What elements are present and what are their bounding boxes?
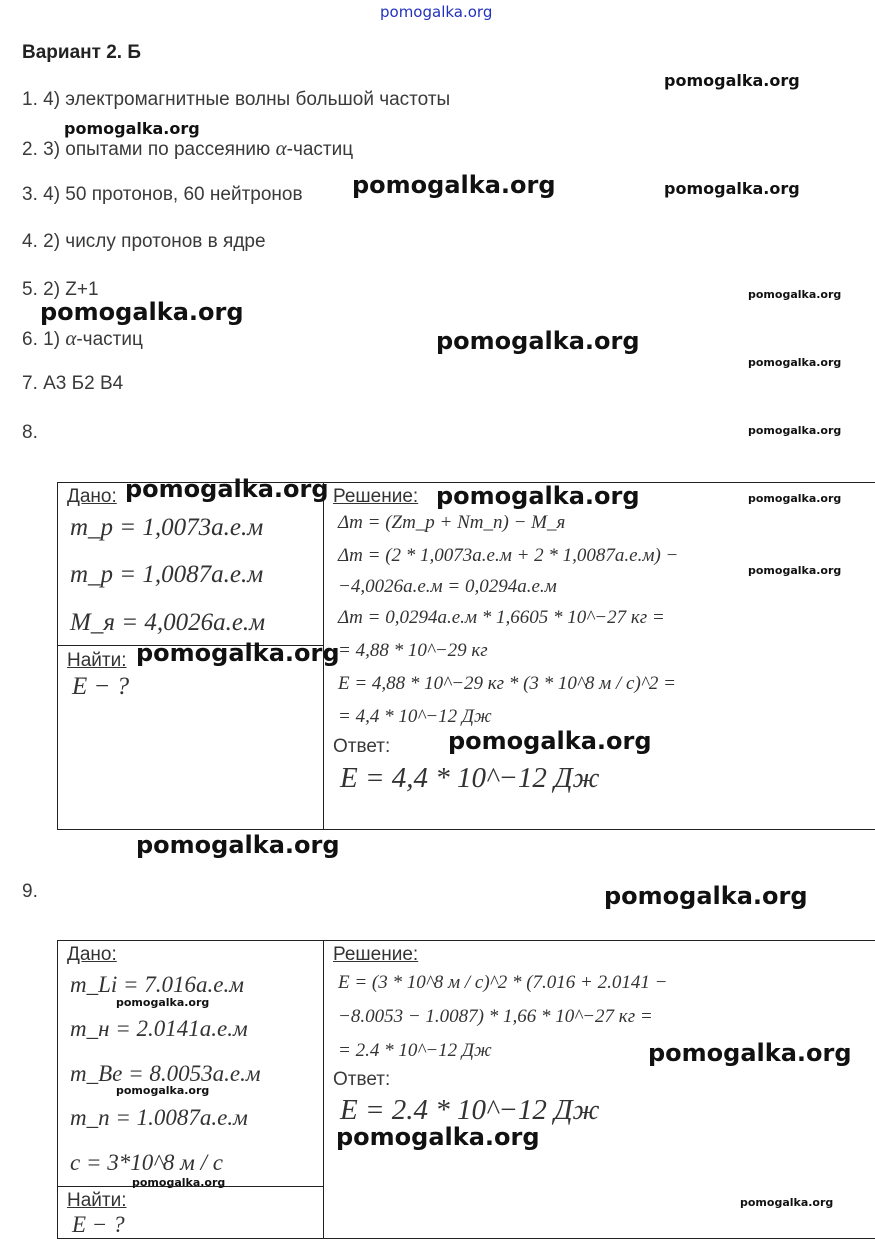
page-title: Вариант 2. Б [22,42,141,63]
find-value: E − ? [72,1212,125,1237]
find-label: Найти: [67,650,127,671]
solution-line: Δm = (Zm_p + Nm_n) − M_я [338,512,566,533]
given-value: c = 3*10^8 м / с [70,1150,223,1175]
watermark: pomogalka.org [436,327,640,355]
watermark: pomogalka.org [136,639,340,667]
watermark: pomogalka.org [748,492,842,505]
answer-3: 3. 4) 50 протонов, 60 нейтронов [22,184,303,205]
answer-6-prefix: 6. 1) [22,329,61,350]
given-label: Дано: [67,944,117,965]
solution-line: E = 4,88 * 10^−29 кг * (3 * 10^8 м / с)^2 = [338,673,676,694]
answer-2-suffix: -частиц [286,139,354,160]
answer-1: 1. 4) электромагнитные волны большой частоты [22,89,451,110]
watermark: pomogalka.org [740,1196,834,1209]
solution-line: −8.0053 − 1.0087) * 1,66 * 10^−27 кг = [338,1006,653,1027]
watermark: pomogalka.org [748,288,842,301]
solution-line: Δm = 0,0294а.е.м * 1,6605 * 10^−27 кг = [338,607,665,628]
answer-5: 5. 2) Z+1 [22,279,99,300]
watermark-top: pomogalka.org [380,3,493,21]
answer-6 [22,326,143,351]
watermark: pomogalka.org [116,1084,210,1097]
watermark: pomogalka.org [116,996,210,1009]
task9-divider-v [323,940,324,1239]
given-value: m_н = 2.0141а.е.м [70,1016,248,1041]
answer-label: Ответ: [333,1069,391,1090]
watermark: pomogalka.org [604,882,808,910]
given-value: m_Li = 7.016а.е.м [70,972,244,997]
find-label: Найти: [67,1190,127,1211]
watermark: pomogalka.org [132,1176,226,1189]
answer-2-prefix: 2. 3) опытами по рассеянию [22,139,271,160]
watermark: pomogalka.org [664,71,800,90]
given-value: m_p = 1,0073а.е.м [70,514,264,541]
solution-line: Δm = (2 * 1,0073а.е.м + 2 * 1,0087а.е.м) − [338,545,679,566]
solution-line: = 2.4 * 10^−12 Дж [338,1040,492,1061]
watermark: pomogalka.org [64,119,200,138]
solution-label: Решение: [333,486,419,507]
answer-label: Ответ: [333,736,391,757]
watermark: pomogalka.org [436,482,640,510]
watermark: pomogalka.org [664,179,800,198]
solution-line: = 4,88 * 10^−29 кг [338,640,488,661]
watermark: pomogalka.org [352,171,556,199]
task-9-number: 9. [22,881,38,902]
solution-label: Решение: [333,944,419,965]
watermark: pomogalka.org [336,1123,540,1151]
answer-4: 4. 2) числу протонов в ядре [22,231,266,252]
solution-line: = 4,4 * 10^−12 Дж [338,706,492,727]
watermark: pomogalka.org [40,298,244,326]
watermark: pomogalka.org [125,475,329,503]
alpha-symbol: α [275,136,287,160]
solution-line: E = (3 * 10^8 м / с)^2 * (7.016 + 2.0141 − [338,972,668,993]
final-answer: E = 4,4 * 10^−12 Дж [340,762,600,794]
watermark: pomogalka.org [136,831,340,859]
answer-7: 7. А3 Б2 В4 [22,373,124,394]
alpha-symbol: α [65,326,77,350]
given-label: Дано: [67,486,117,507]
solution-line: −4,0026а.е.м = 0,0294а.е.м [338,576,557,597]
given-value: m_p = 1,0087а.е.м [70,561,264,588]
given-value: m_n = 1.0087а.е.м [70,1105,248,1130]
answer-2 [22,136,353,161]
answer-6-suffix: -частиц [76,329,143,350]
watermark: pomogalka.org [748,424,842,437]
watermark: pomogalka.org [648,1039,852,1067]
task-8-number: 8. [22,422,38,443]
watermark: pomogalka.org [748,564,842,577]
given-value: m_Be = 8.0053а.е.м [70,1061,261,1086]
given-value: M_я = 4,0026а.е.м [70,609,266,636]
watermark: pomogalka.org [448,727,652,755]
watermark: pomogalka.org [748,356,842,369]
final-answer: E = 2.4 * 10^−12 Дж [340,1094,600,1126]
find-value: E − ? [72,673,130,700]
